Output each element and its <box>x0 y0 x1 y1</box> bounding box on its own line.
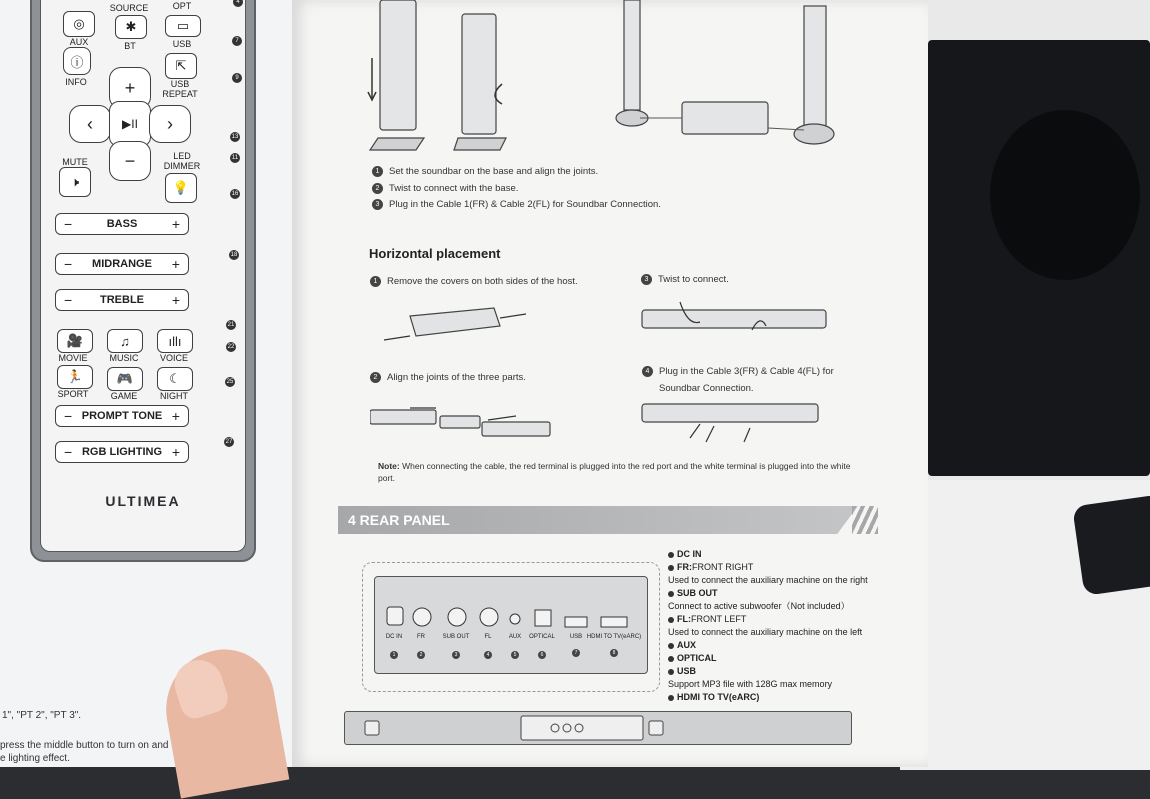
voice-button <box>157 329 193 353</box>
legend-desc: Support MP3 file with 128G max memory <box>668 679 833 689</box>
circle-icon: ◎ <box>73 16 85 31</box>
game-label: GAME <box>110 391 138 401</box>
opt-label: OPT <box>172 1 192 11</box>
vertical-step <box>372 166 598 177</box>
speaker-mute-icon: 🕨 <box>70 174 80 189</box>
callout-marker: 21 <box>227 322 235 328</box>
plus-icon: + <box>171 292 180 308</box>
info-icon: ⓘ <box>70 54 84 70</box>
plus-icon: + <box>171 256 180 272</box>
callout-marker: 11 <box>231 155 239 161</box>
bass-control <box>55 213 189 235</box>
midrange-label: MIDRANGE <box>92 258 152 270</box>
plus-icon: + <box>171 408 180 424</box>
soundbar-host <box>410 308 500 336</box>
prompt-tone-label: PROMPT TONE <box>81 410 163 422</box>
callout-marker: 27 <box>225 439 233 445</box>
step-text: Remove the covers on both sides of the host. <box>387 276 578 287</box>
lighting-instruction-text: press the middle button to turn on and <box>0 740 169 751</box>
runner-icon: 🏃 <box>66 369 84 384</box>
soundbar-rear-details <box>345 712 851 744</box>
soundbar-rear-illustration <box>344 711 852 745</box>
port-label-fr: FR <box>417 634 425 640</box>
port-label-fl: FL <box>484 634 492 640</box>
step-text: Twist to connect. <box>658 274 729 285</box>
repeat-icon: ⇱ <box>175 58 187 73</box>
vertical-placement-illustration <box>360 0 840 160</box>
decorative-stripes <box>852 506 878 534</box>
led-dimmer-button <box>165 173 197 203</box>
minus-icon: − <box>64 444 73 460</box>
movie-button <box>57 329 93 353</box>
port-number: 8 <box>610 649 618 657</box>
subwoofer-host <box>682 102 768 134</box>
plus-icon: + <box>171 444 180 460</box>
soundbar-assembled <box>642 310 826 328</box>
sport-label: SPORT <box>57 389 89 399</box>
plus-icon: + <box>171 216 180 232</box>
sub-out-port <box>448 608 466 626</box>
aux-port <box>510 614 520 624</box>
treble-label: TREBLE <box>100 294 144 306</box>
bt-button <box>115 15 147 39</box>
stand-base <box>370 138 424 150</box>
midrange-control <box>55 253 189 275</box>
callout-marker: 18 <box>230 252 238 258</box>
night-button <box>157 367 193 391</box>
step-number: 1 <box>370 276 381 287</box>
callout-marker: 4 <box>233 0 243 7</box>
volume-up-button: + <box>109 67 151 109</box>
usb-port <box>565 617 587 627</box>
soundbar-left-part <box>370 410 436 424</box>
usb-repeat-label: USB REPEAT <box>162 79 198 99</box>
legend-item: FL: FRONT LEFT <box>668 613 898 626</box>
hdmi-port <box>601 617 627 627</box>
sport-button <box>57 365 93 389</box>
mute-button <box>59 167 91 197</box>
soundbar-right-part <box>482 422 550 436</box>
usb-repeat-button <box>165 53 197 79</box>
rear-panel-ports <box>375 577 647 673</box>
port-number: 5 <box>511 651 519 659</box>
callout-marker: 9 <box>232 73 242 83</box>
port-label-usb: USB <box>569 634 583 640</box>
port-number: 7 <box>572 649 580 657</box>
bluetooth-icon: ✱ <box>125 19 137 34</box>
rear-panel-diagram <box>374 576 648 674</box>
remote-illustration <box>30 0 256 562</box>
rear-panel-title: 4 REAR PANEL <box>348 512 450 528</box>
stand-base <box>794 124 834 144</box>
callout-marker: 25 <box>226 379 234 385</box>
soundbar-tower <box>624 0 640 110</box>
callout-marker: 22 <box>227 344 235 350</box>
legend-item: HDMI TO TV(eARC) <box>668 691 898 704</box>
callout-marker: 16 <box>231 191 239 197</box>
aux-button <box>63 11 95 37</box>
step-number: 3 <box>372 199 383 210</box>
music-note-icon: ♫ <box>120 333 130 349</box>
minus-icon: − <box>64 256 73 272</box>
info-button <box>63 47 91 75</box>
vertical-step <box>372 199 661 210</box>
minus-icon: − <box>64 216 73 232</box>
soundbar-tower <box>380 0 416 130</box>
source-label: SOURCE <box>109 3 149 13</box>
brand-logo: ULTIMEA <box>105 493 181 509</box>
lighting-instruction-text: e lighting effect. <box>0 753 70 764</box>
legend-item: SUB OUT <box>668 587 898 600</box>
soundbar-tower <box>462 14 496 134</box>
vertical-step <box>372 183 518 194</box>
optical-port <box>535 610 551 626</box>
voice-label: VOICE <box>159 353 188 363</box>
music-label: MUSIC <box>109 353 139 363</box>
background-device <box>1072 494 1150 596</box>
dc-in-port <box>387 607 403 625</box>
soundbar-assembled <box>642 404 818 422</box>
stand-base <box>454 138 506 150</box>
game-button <box>107 367 143 391</box>
camera-icon: 🎥 <box>66 333 84 348</box>
horizontal-placement-heading: Horizontal placement <box>369 246 501 261</box>
play-pause-button: ▶II <box>109 101 151 147</box>
step-text: Plug in the Cable 1(FR) & Cable 2(FL) for Soundbar Connection. <box>389 199 661 210</box>
aux-label: AUX <box>69 37 89 47</box>
horizontal-step <box>370 276 578 287</box>
volume-down-button: − <box>109 141 151 181</box>
fr-port <box>413 608 431 626</box>
port-number: 2 <box>417 651 425 659</box>
step-number: 2 <box>372 183 383 194</box>
rgb-lighting-control <box>55 441 189 463</box>
bulb-icon: 💡 <box>172 180 190 195</box>
step-number: 4 <box>642 366 653 377</box>
legend-desc: Connect to active subwoofer（Not included） <box>668 601 850 611</box>
prompt-tone-control <box>55 405 189 427</box>
rgb-lighting-label: RGB LIGHTING <box>81 446 163 458</box>
movie-label: MOVIE <box>58 353 88 363</box>
horizontal-step <box>641 274 729 285</box>
bass-label: BASS <box>106 218 138 230</box>
step-text: Set the soundbar on the base and align the joints. <box>389 166 599 177</box>
step-text: Align the joints of the three parts. <box>387 372 526 383</box>
cable-note <box>378 460 858 484</box>
usb-icon: ▭ <box>176 18 190 33</box>
music-button <box>107 329 143 353</box>
note-label: Note: <box>378 461 400 471</box>
step-number: 1 <box>372 166 383 177</box>
gamepad-icon: 🎮 <box>116 371 134 386</box>
legend-item: OPTICAL <box>668 652 898 665</box>
usb-label: USB <box>172 39 192 49</box>
soundbar-center-part <box>440 416 480 428</box>
port-label-hdmi: HDMI TO TV(eARC) <box>586 634 642 640</box>
port-label-optical: OPTICAL <box>529 634 555 640</box>
legend-desc: Used to connect the auxiliary machine on the right <box>668 575 868 585</box>
led-dimmer-label: LED DIMMER <box>163 151 201 171</box>
moon-icon: ☾ <box>169 371 181 386</box>
step-number: 2 <box>370 372 381 383</box>
manual-left-page <box>0 0 292 767</box>
minus-icon: − <box>64 408 73 424</box>
horizontal-placement-illustration <box>370 296 840 446</box>
legend-desc: Used to connect the auxiliary machine on the left <box>668 627 863 637</box>
minus-icon: − <box>64 292 73 308</box>
previous-button: ‹ <box>69 105 111 143</box>
night-label: NIGHT <box>160 391 188 401</box>
legend-item: AUX <box>668 639 898 652</box>
horizontal-step-continued: Soundbar Connection. <box>659 383 754 394</box>
callout-marker: 13 <box>231 134 239 140</box>
step-text: Plug in the Cable 3(FR) & Cable 4(FL) for <box>659 366 834 377</box>
port-label-sub-out: SUB OUT <box>442 634 470 640</box>
callout-marker: 7 <box>232 36 242 46</box>
port-label-dc-in: DC IN <box>385 634 403 640</box>
mute-label: MUTE <box>62 157 88 167</box>
remote-body <box>40 0 246 552</box>
step-text: Twist to connect with the base. <box>389 183 519 194</box>
legend-item: USB <box>668 665 898 678</box>
step-number: 3 <box>641 274 652 285</box>
port-number: 3 <box>452 651 460 659</box>
port-number: 1 <box>390 651 398 659</box>
port-number: 4 <box>484 651 492 659</box>
port-label-aux: AUX <box>508 634 522 640</box>
port-number: 6 <box>538 651 546 659</box>
note-text: When connecting the cable, the red terminal is plugged into the red port and the white terminal is plugged into the white port. <box>378 461 851 483</box>
background-speaker-cone <box>990 110 1140 280</box>
usb-button <box>165 15 201 37</box>
fl-port <box>480 608 498 626</box>
soundbar-tower <box>804 6 826 126</box>
rear-panel-legend <box>668 548 898 704</box>
legend-item: FR: FRONT RIGHT <box>668 561 898 574</box>
legend-item: DC IN <box>668 548 898 561</box>
treble-control <box>55 289 189 311</box>
info-label: INFO <box>65 77 87 87</box>
next-button: › <box>149 105 191 143</box>
bt-label: BT <box>124 41 136 51</box>
lighting-preset-text: 1", "PT 2", "PT 3". <box>2 710 82 721</box>
waveform-icon: ıllı <box>168 333 182 349</box>
